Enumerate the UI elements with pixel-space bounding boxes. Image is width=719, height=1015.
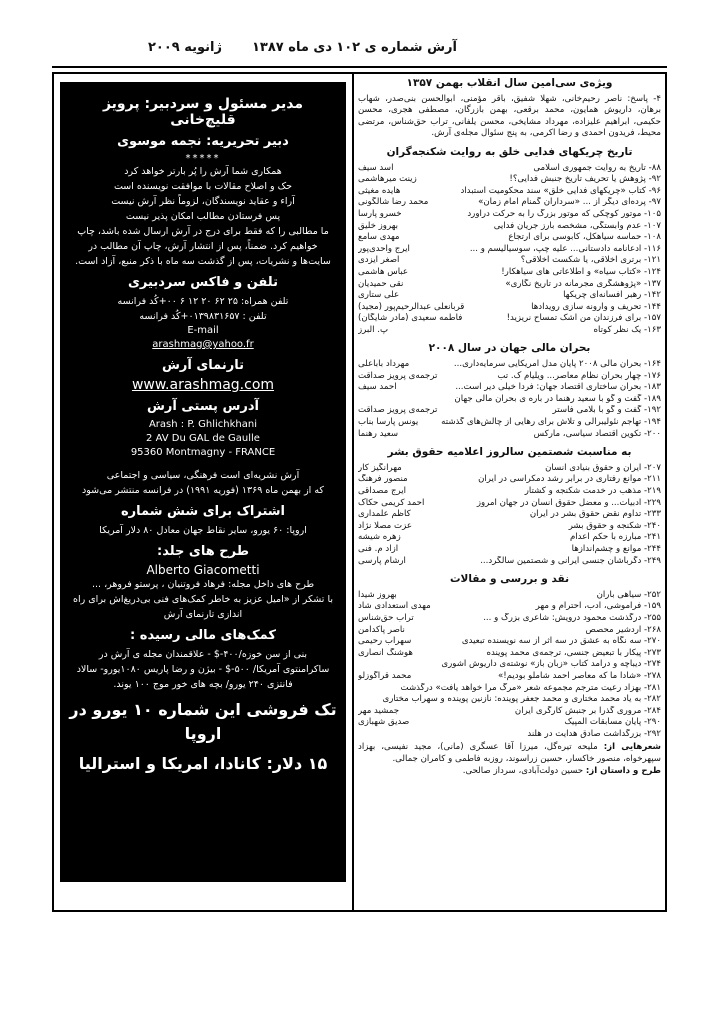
donations-heading: کمک‌های مالی رسیده : <box>130 628 276 643</box>
about-line: که از بهمن ماه ۱۳۶۹ (فوریه ۱۹۹۱) در فرانسه منتشر می‌شود <box>82 485 324 496</box>
section-title-crisis: بحران مالی جهان در سال ۲۰۰۸ <box>428 342 591 355</box>
article-author: سهراب رحیمی <box>358 636 412 647</box>
subscription-text: اروپا: ۶۰ یورو، سایر نقاط جهان معادل ۸۰ دلار آمریکا <box>99 525 307 536</box>
section-title-review: نقد و بررسی و مقالات <box>449 573 570 586</box>
policy-line: خواهیم کرد. ضمناً، پس از انتشار آرش، چاپ آن مطالب در <box>88 241 318 252</box>
article-author <box>358 694 364 706</box>
article-title: ۲۱۹- مذهب در خدمت شکنجه و کشتار <box>524 486 661 496</box>
policy-line: سایت‌ها و نشریات، پس از گذشت سه ماه با ذکر منبع، آزاد است. <box>75 256 331 267</box>
article-title: ۲۶۸- اردشیر محصص <box>585 624 661 635</box>
article-title: ۱۷۶- چهار بحران نظام معاصر... ویلیام ک. تب <box>497 370 661 381</box>
article-title: ۲۴۰- شکنجه و حقوق بشر <box>568 520 661 531</box>
list-item <box>358 255 661 267</box>
article-author: اصغر ایزدی <box>358 255 400 266</box>
policy-line: همکاری شما آرش را پُر بارتر خواهد کرد <box>124 166 282 177</box>
article-author: ترجمه‌ی پرویز صداقت <box>358 405 438 416</box>
article-author: یونس پارسا بناب <box>358 417 419 428</box>
article-title: ۲۲۹- ادبیات... و معضل حقوق انسان در جهان امروز <box>476 497 661 508</box>
article-author: ترجمه‌ی پرویز صداقت <box>358 370 438 381</box>
list-item <box>358 717 661 729</box>
article-title: ۲۳۳- تداوم نقض حقوق بشر در ایران <box>529 509 661 520</box>
column-divider <box>352 72 354 912</box>
article-title: ۲۷۴- دیباچه و درآمد کتاب «زبان باز» نوشته‌ی داریوش آشوری <box>441 659 661 670</box>
list-item <box>358 382 661 394</box>
article-title: ۱۶۴- بحران مالی ۲۰۰۸ پایان مدل امریکایی سرمایه‌داری... <box>453 359 661 370</box>
story-credits <box>358 766 661 778</box>
article-title: ۲۸۲- به یاد محمد مختاری و محمد جعفر پوینده: نازنین پوینده و سهراب مختاری <box>382 694 661 705</box>
article-author <box>358 683 364 695</box>
article-title: ۲۷۸- «شادا ما که معاصر احمد شاملو بودیم!» <box>497 670 661 681</box>
article-title: ۲۵۵- درگذشت محمود درویش: شاعری بزرگ و ... <box>483 612 661 623</box>
policy-block <box>68 164 338 269</box>
fedayi-list <box>358 163 661 337</box>
postal-line: 95360 Montmagny - FRANCE <box>130 447 276 458</box>
date-gregorian: ژانویه ۲۰۰۹ <box>147 40 222 55</box>
article-author: منصور فرهنگ <box>358 474 408 485</box>
policy-line: آراء و عقاید نویسندگان، لزوماً نظر آرش نیست <box>111 196 295 207</box>
article-title: ۲۴۹- دگرباشان جنسی ایرانی و شصتمین سالگرد... <box>480 555 661 566</box>
list-item <box>358 267 661 279</box>
list-item <box>358 544 661 556</box>
list-item <box>358 417 661 429</box>
list-item <box>358 521 661 533</box>
article-title: ۱۰۵- موتور کوچکی که موتور بزرگ را به حرکت درآورد <box>467 208 661 219</box>
article-author: مهرانگیز کار <box>358 462 402 473</box>
article-title: ۱۰۸- حماسه سیاهکل، کابوسی برای ارتجاع <box>508 232 661 243</box>
article-author: ایرج مصداقی <box>358 486 407 496</box>
issue-title: آرش شماره ی ۱۰۲ <box>336 40 457 55</box>
story-text: حسین دولت‌آبادی، سرداز صالحی. <box>462 765 584 776</box>
article-author: آزاد م. فنی <box>358 543 399 554</box>
article-author: تراب حق‌شناس <box>358 612 414 623</box>
issue-date <box>82 40 332 62</box>
list-item <box>358 556 661 568</box>
article-author: صدیق شهبازی <box>358 717 410 728</box>
postal-line: 2 AV Du GAL de Gaulle <box>146 433 260 444</box>
phone-fixed: تلفن : ۰۱۳۹۸۳۱۶۵۷+کُد فرانسه <box>139 311 267 322</box>
thanks-note: با تشکر از «امیل عزیز به خاطر کمک‌های فنی بی‌دریغ‌اش برای راه اندازی تارنمای آرش <box>73 594 333 620</box>
list-item <box>358 509 661 521</box>
article-title: ۹۲- پژوهش یا تحریف تاریخ جنبش فدایی؟! <box>509 174 661 185</box>
special-paragraph: ۴- پاسخ: ناصر رحیم‌خانی، شهلا شفیق، باقر مؤمنی، ابوالحسن بنی‌صدر، شهاب برهان، داریوش همایون، محمد برقعی، بهمن بازرگان، مصطفی هجری، محسن حکیمی، ابراهیم علیزاده، مهرداد مشایخی، محسن یلفانی، تراب حق‌شناس، مرتضی محیط، فریدون احمدی و رضا اکرمی، به پنج سئوال مجله‌ی آرش. <box>358 93 661 139</box>
list-item <box>358 659 661 671</box>
policy-line: پس فرستادن مطالب امکان پذیر نیست <box>125 211 281 222</box>
article-author: احمد سیف <box>358 382 397 393</box>
list-item <box>358 302 661 314</box>
article-title: ۲۰۰- تکوین اقتصاد سیاسی، مارکس <box>533 428 661 439</box>
article-title: ۱۴۲- رهبر افسانه‌ای چریکها <box>563 290 661 301</box>
policy-line: حک و اصلاح مقالات با موافقت نویسنده است <box>113 181 293 192</box>
article-title: ۱۴۴- تحریف و وارونه سازی رویدادها <box>531 301 661 312</box>
list-item <box>358 429 661 441</box>
article-author: عباس هاشمی <box>358 266 409 277</box>
article-title: ۱۹۴- تهاجم نئولیبرالی و تلاش برای رهایی از چالش‌های گذشته <box>441 417 661 428</box>
website-heading: تارنمای آرش <box>161 358 245 373</box>
article-author: علی ستاری <box>358 290 400 301</box>
article-author: فاطمه سعیدی (مادر شایگان) <box>358 313 463 324</box>
rights-list <box>358 463 661 567</box>
list-item <box>358 474 661 486</box>
article-title: ۲۴۴- موانع و چشم‌اندازها <box>571 543 661 554</box>
section-title-fedayi: تاریخ چریکهای فدایی خلق به روایت شکنجه‌گران <box>386 145 633 158</box>
article-title: ۱۰۷- عدم وابستگی، مشخصه بارز جریان فدایی <box>493 220 661 231</box>
article-title: ۱۲۱- برتری اخلاقی، یا شکست اخلاقی؟ <box>520 255 661 266</box>
list-item <box>358 313 661 325</box>
article-title: ۸۸- تاریخ به روایت جمهوری اسلامی <box>533 162 661 173</box>
inner-design: طرح های داخل مجله: فرهاد فروتنیان ، پرستو فروهر، ... <box>91 579 315 590</box>
donations-line: فانتزی ۲۴۰ یورو/ بچه های خور موج ۱۰۰ یوند. <box>113 679 293 690</box>
list-item <box>358 706 661 718</box>
article-author <box>358 659 364 671</box>
article-title: ۲۹۰- پایان مسابقات المپیک <box>564 717 661 728</box>
list-item <box>358 498 661 510</box>
list-item <box>358 694 661 706</box>
article-author <box>358 729 364 741</box>
article-author: آرشام پارسی <box>358 555 406 566</box>
article-author: عزت مصلا نژاد <box>358 520 412 531</box>
email-label: E-mail <box>187 325 219 336</box>
article-author: قربانعلی عبدالرحیم‌پور (مجید) <box>358 301 465 312</box>
list-item <box>358 209 661 221</box>
list-item <box>358 290 661 302</box>
crisis-list <box>358 359 661 440</box>
review-list <box>358 590 661 741</box>
article-author: کاظم علمداری <box>358 509 411 520</box>
article-title: ۲۸۴- مروری گذرا بر جنبش کارگری ایران <box>514 705 661 716</box>
list-item <box>358 648 661 660</box>
postal-line: Arash : P. Ghlichkhani <box>148 419 258 430</box>
article-title: ۱۹۲- گفت و گو با بلامی فاستر <box>552 405 661 416</box>
email-link[interactable]: arashmag@yahoo.fr <box>152 339 254 350</box>
website-link[interactable]: www.arashmag.com <box>131 377 275 393</box>
poetry-text: ملیحه تیره‌گل، میرزا آقا عسگری (مانی)، مجید نفیسی، بهزاد سپهرخواه، منصور خاکسار، حسین زراسوند، روزبه فاطمی و کامران جمالی. <box>358 742 661 765</box>
list-item <box>358 221 661 233</box>
article-title: ۱۱۶- ادعانامه دادستانی... علیه چپ، سوسیالیسم و ... <box>469 243 661 254</box>
article-title: ۲۷۰- سه نگاه به عشق در سه اثر از سه نویسنده تبعیدی <box>461 636 661 647</box>
list-item <box>358 197 661 209</box>
donations-line: بنی از سن خوزه/۴۰۰-$ - علاقمندان مجله ی آرش در <box>98 649 308 660</box>
article-title: ۲۹۲- بزرگداشت صادق هدایت در هلند <box>527 728 661 739</box>
section-title-special: ویژه‌ی سی‌امین سال انقلاب بهمن ۱۳۵۷ <box>406 77 613 89</box>
article-author: مهدی استعدادی شاد <box>358 601 431 612</box>
list-item <box>358 613 661 625</box>
article-author: زینت میرهاشمی <box>358 174 417 185</box>
poetry-label: شعرهایی از: <box>603 742 661 753</box>
list-item <box>358 532 661 544</box>
article-title: ۱۶۳- یک نظر کوتاه <box>593 324 661 335</box>
list-item <box>358 163 661 175</box>
about-line: آرش نشریه‌ای است فرهنگی، سیاسی و اجتماعی <box>106 470 300 481</box>
article-author: محمد قراگوزلو <box>358 670 412 681</box>
list-item <box>358 394 661 406</box>
stars-divider: ***** <box>185 153 221 164</box>
article-author: مهدی سامع <box>358 232 400 243</box>
list-item <box>358 174 661 186</box>
article-title: ۱۳۷- «پژوهشگری مجرمانه در تاریخ نگاری» <box>505 278 661 289</box>
article-author: محمد رضا شالگونی <box>358 197 429 208</box>
article-author: ناصر پاکدامن <box>358 624 405 635</box>
article-title: ۱۸۳- بحران ساختاری اقتصاد جهان: فردا خیلی دیر است... <box>455 382 661 393</box>
list-item <box>358 359 661 371</box>
header-rule <box>52 66 667 68</box>
article-title: ۱۵۷- برای فرزندان من اشک تمساح نریزید! <box>506 313 661 324</box>
list-item <box>358 671 661 683</box>
poetry-credits <box>358 742 661 765</box>
article-author: مهرداد باباعلی <box>358 359 410 370</box>
list-item <box>358 486 661 498</box>
list-item <box>358 371 661 383</box>
list-item <box>358 683 661 695</box>
postal-heading: آدرس پستی آرش <box>146 399 260 414</box>
date-persian: دی ماه ۱۳۸۷ <box>252 40 332 55</box>
editor-in-chief: مدیر مسئول و سردبیر: پرویز قلیچ‌خانی <box>102 96 304 128</box>
article-author: بهروز خلیق <box>358 220 399 231</box>
article-author: سعید رهنما <box>358 428 399 439</box>
article-title: ۱۲۴- «کتاب سیاه» و اطلاعاتی های سیاهکار! <box>501 266 661 277</box>
cover-artist: Alberto Giacometti <box>146 563 260 577</box>
article-author: جمشید مهر <box>358 705 400 716</box>
phone-mobile: تلفن همراه: ۲۵ ۶۲ ۲۰ ۱۲ ۶ ۰۰+کُد فرانسه <box>117 296 289 307</box>
policy-line: ما مطالبی را که فقط برای درج در آرش ارسال شده باشد، چاپ <box>77 226 329 237</box>
article-author: اسد سیف <box>358 162 394 173</box>
article-author: احمد کریمی حکاک <box>358 497 425 508</box>
article-title: ۲۷۳- پیکار با تبعیض جنسی، ترجمه‌ی محمد پوینده <box>486 647 661 658</box>
donations-line: ساکرامنتوی آمریکا/ ۵۰۰-$ - بیژن و رضا پاریس ۱۰۸۰یورو- سالاد <box>76 664 330 675</box>
article-author: هایده مغیثی <box>358 185 401 196</box>
phone-heading: تلفن و فاکس سردبیری <box>128 275 278 290</box>
cover-heading: طرح های جلد: <box>157 544 249 559</box>
list-item <box>358 729 661 741</box>
article-title: ۲۰۷- ایران و حقوق بنیادی انسان <box>545 462 661 473</box>
list-item <box>358 244 661 256</box>
list-item <box>358 186 661 198</box>
story-label: طرح و داستان از: <box>585 765 661 776</box>
list-item <box>358 590 661 602</box>
list-item <box>358 232 661 244</box>
masthead-panel <box>60 82 346 882</box>
article-author: پ. البرز <box>358 324 389 335</box>
list-item <box>358 636 661 648</box>
list-item <box>358 325 661 337</box>
list-item <box>358 463 661 475</box>
editorial-secretary: دبیر تحریریه: نجمه موسوی <box>117 134 289 149</box>
list-item <box>358 625 661 637</box>
article-author: بهروز شیدا <box>358 589 397 600</box>
table-of-contents <box>358 78 661 777</box>
list-item <box>358 601 661 613</box>
list-item <box>358 405 661 417</box>
article-title: ۲۱۱- موانع رفتاری در برابر رشد دمکراسی در ایران <box>478 474 661 485</box>
list-item <box>358 279 661 291</box>
article-title: ۹۶- کتاب «چریکهای فدایی خلق» سند محکومیت استبداد <box>460 185 661 196</box>
price-americas: ۱۵ دلار: کانادا، امریکا و استرالیا <box>78 754 328 773</box>
article-author: زهره شیشه <box>358 532 401 543</box>
article-title: ۱۵۹- فراموشی، ادب، احترام و مهر <box>535 601 661 612</box>
article-title: ۹۷- پرده‌ای دیگر از ... «سرداران گمنام امام زمان» <box>478 197 661 208</box>
article-title: ۱۸۹- گفت و گو با سعید رهنما در باره ی بحران مالی جهان <box>454 393 661 404</box>
article-author: خسرو پارسا <box>358 208 402 219</box>
article-author <box>358 394 364 406</box>
price-europe: تک فروشی این شماره ۱۰ یورو در اروپا <box>69 700 337 743</box>
article-title: ۲۴۱- مبارزه با حکم اعدام <box>569 532 661 543</box>
article-title: ۲۵۲- سیاهی باران <box>596 589 661 600</box>
article-title: ۲۸۱- بهزاد رعیت مترجم مجموعه شعر «مرگ مرا خواهد یافت» درگذشت <box>400 682 661 693</box>
article-author: هوشنگ انصاری <box>358 647 413 658</box>
article-author: نقی حمیدیان <box>358 278 404 289</box>
article-author: ایرج واحدی‌پور <box>358 243 410 254</box>
subscription-heading: اشتراک برای شش شماره <box>120 504 286 519</box>
section-title-rights: به مناسبت شصتمین سالروز اعلامیه حقوق بشر <box>387 446 632 459</box>
